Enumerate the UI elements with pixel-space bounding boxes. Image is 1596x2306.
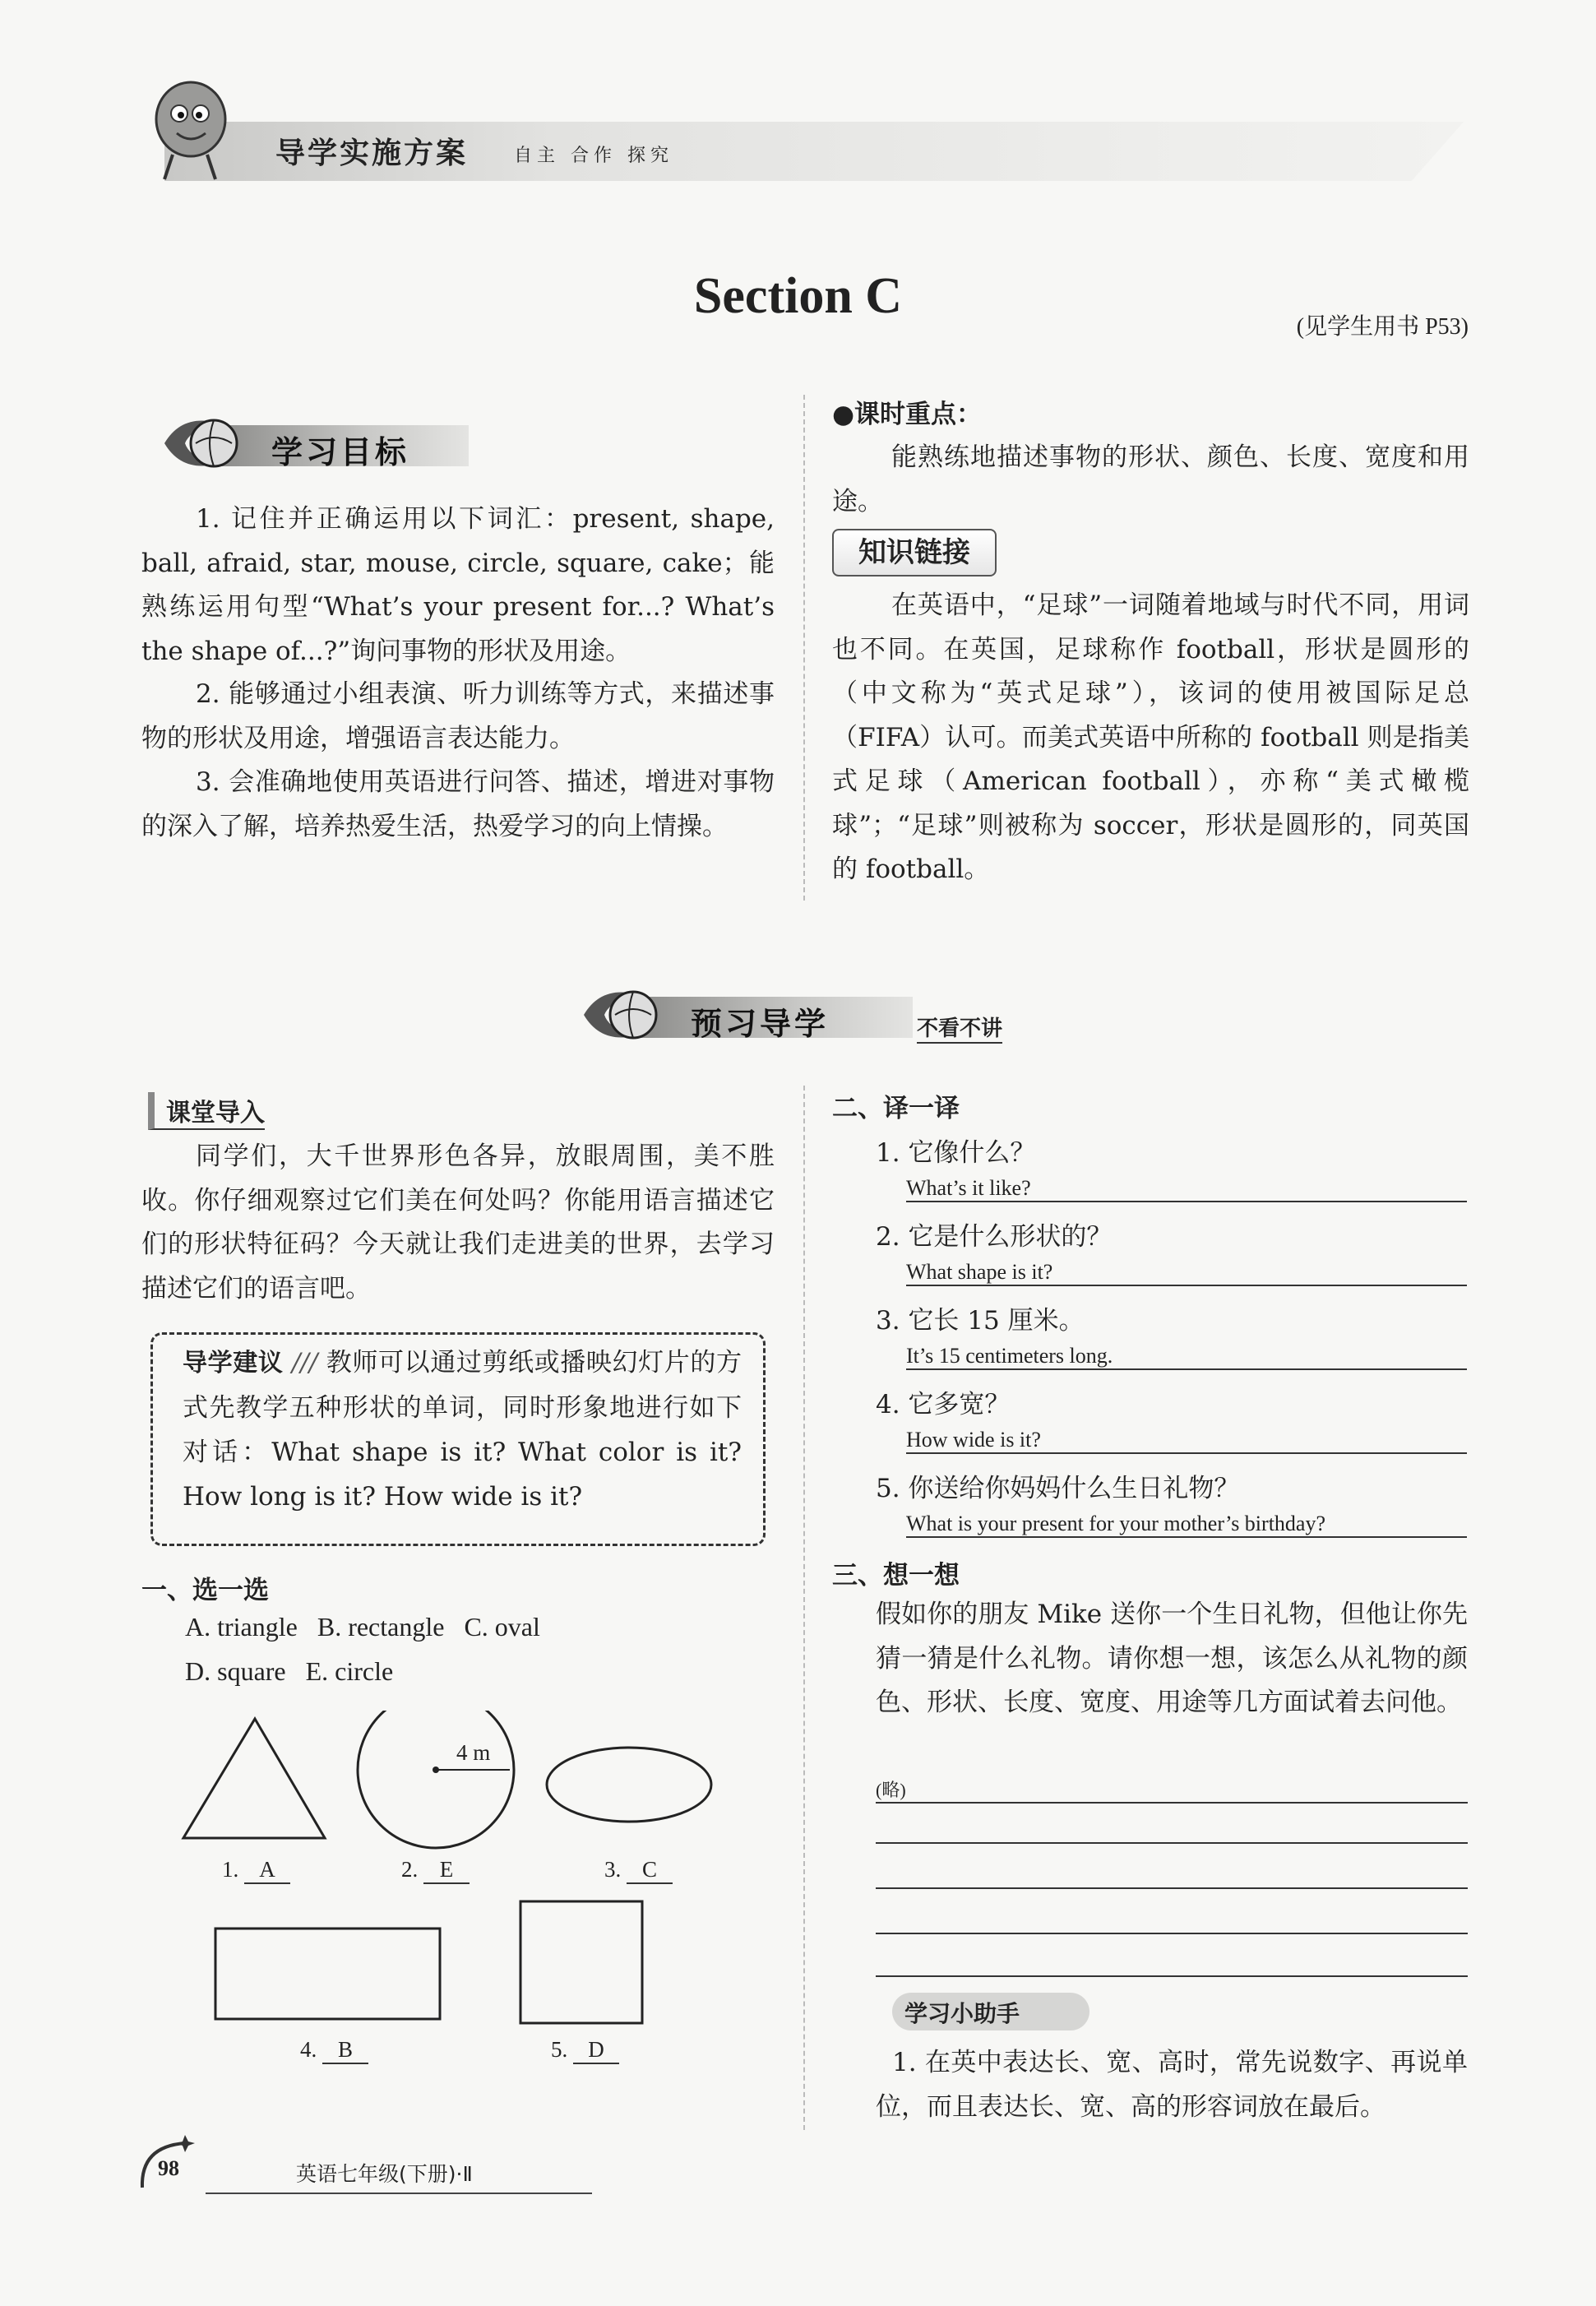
header-title: 导学实施方案: [275, 137, 469, 170]
choose-item-1: 1. A: [222, 1857, 290, 1884]
translate-a1: What’s it like?: [906, 1176, 1467, 1202]
choose-item-5: 5. D: [551, 2037, 619, 2064]
choose-item-4: 4. B: [300, 2037, 368, 2064]
goal-item-2: 2. 能够通过小组表演、听力训练等方式，来描述事物的形状及用途，增强语言表达能力。: [141, 679, 775, 753]
translate-a3: It’s 15 centimeters long.: [906, 1344, 1467, 1370]
translate-q1: 1. 它像什么？: [876, 1138, 1036, 1168]
square-shape: [520, 1901, 642, 2023]
choose-item-3: 3. C: [604, 1857, 673, 1884]
translate-q3: 3. 它长 15 厘米。: [876, 1306, 1085, 1336]
ball-icon: [576, 987, 666, 1043]
choose-item-2: 2. E: [401, 1857, 470, 1884]
goal-item-1: 1. 记住并正确运用以下词汇：present, shape, ball, afraid, star, mouse, circle, square, cake；能熟练运用句型“What’s your present for...? What’s the shape of...?”询问事物的形状及用途。: [141, 504, 775, 666]
book-reference: (见学生用书 P53): [1296, 314, 1469, 340]
answer-line: [876, 1933, 1468, 1934]
rectangle-shape: [215, 1929, 440, 2019]
triangle-shape: [183, 1719, 325, 1838]
column-divider-top: [803, 395, 805, 901]
preview-title: 预习导学: [691, 1006, 830, 1042]
helper-text: 1. 在英中表达长、宽、高时，常先说数字、再说单位，而且表达长、宽、高的形容词放在最后。: [876, 2048, 1468, 2122]
tip-label: 导学建议: [183, 1349, 284, 1378]
ball-icon: [156, 415, 247, 471]
section-title: Section C: [693, 268, 903, 324]
answer-3: C: [627, 1857, 673, 1884]
tip-content: 导学建议 /// 教师可以通过剪纸或播映幻灯片的方式先教学五种形状的单词，同时形象地进行如下对话：What shape is it? What color is it? How long is it? How wide is it?: [183, 1348, 742, 1512]
choose-options-1: A. triangle B. rectangle C. oval: [185, 1612, 540, 1642]
translate-q5: 5. 你送给你妈妈什么生日礼物？: [876, 1474, 1240, 1503]
translate-title: 二、译一译: [832, 1094, 960, 1123]
intro-label: 课堂导入: [148, 1092, 265, 1130]
oval-shape: [547, 1748, 711, 1822]
translate-q4: 4. 它多宽？: [876, 1390, 1011, 1419]
translate-a5: What is your present for your mother’s birthday?: [906, 1512, 1467, 1538]
goals-title: 学习目标: [271, 434, 410, 470]
translate-q2: 2. 它是什么形状的？: [876, 1222, 1113, 1252]
knowledge-text: 在英语中，“足球”一词随着地域与时代不同，用词也不同。在英国，足球称作 football，形状是圆形的（中文称为“英式足球”），该词的使用被国际足总（FIFA）认可。而美式英语中所称的 football 则是指美式足球（American football），亦称“美式橄榄球”；“足球”则被称为 soccer，形状是圆形的，同英国的 football。: [832, 590, 1469, 884]
answer-2: E: [423, 1857, 470, 1884]
page-number: 98: [158, 2156, 179, 2180]
think-answer: (略): [876, 1776, 1468, 1804]
goals-banner: [156, 415, 469, 471]
intro-text: 同学们，大千世界形色各异，放眼周围，美不胜收。你仔细观察过它们美在何处吗？你能用语言描述它们的形状特征码？今天就让我们走进美的世界，去学习描述它们的语言吧。: [141, 1141, 775, 1303]
think-title: 三、想一想: [832, 1561, 960, 1591]
preview-banner: [576, 987, 1036, 1043]
footer-rule: [206, 2193, 592, 2194]
answer-line: [876, 1975, 1468, 1977]
column-divider-bottom: [803, 1086, 805, 2130]
circle-radius-label: 4 m: [456, 1740, 491, 1765]
answer-line: [876, 1842, 1468, 1844]
key-point-text: 能熟练地描述事物的形状、颜色、长度、宽度和用途。: [832, 442, 1469, 516]
choose-title: 一、选一选: [141, 1576, 269, 1605]
answer-4: B: [322, 2037, 368, 2064]
circle-shape: [358, 1711, 514, 1848]
translate-a4: How wide is it?: [906, 1428, 1467, 1454]
knowledge-label: 知识链接: [858, 536, 970, 569]
key-point-label: ●课时重点：: [832, 400, 983, 429]
knowledge-label-box: [832, 529, 997, 576]
tip-text: 教师可以通过剪纸或播映幻灯片的方式先教学五种形状的单词，同时形象地进行如下对话：What shape is it? What color is it? How long is it? How wide is it?: [183, 1348, 742, 1512]
answer-1: A: [244, 1857, 290, 1884]
helper-label: 学习小助手: [904, 2000, 1020, 2027]
mascot-icon: [140, 74, 238, 185]
answer-line: [876, 1887, 1468, 1889]
choose-options-2: D. square E. circle: [185, 1656, 394, 1686]
shapes-figure: [177, 1711, 752, 2089]
goal-item-3: 3. 会准确地使用英语进行问答、描述，增进对事物的深入了解，培养热爱生活，热爱学习的向上情操。: [141, 767, 775, 841]
preview-note: 不看不讲: [917, 1012, 1002, 1044]
answer-5: D: [573, 2037, 619, 2064]
header-subtitle: 自主 合作 探究: [514, 146, 673, 166]
think-text: 假如你的朋友 Mike 送你一个生日礼物，但他让你先猜一猜是什么礼物。请你想一想，该怎么从礼物的颜色、形状、长度、宽度、用途等几方面试着去问他。: [876, 1600, 1468, 1717]
footer-book-title: 英语七年级(下册)·Ⅱ: [296, 2162, 473, 2186]
translate-a2: What shape is it?: [906, 1260, 1467, 1286]
